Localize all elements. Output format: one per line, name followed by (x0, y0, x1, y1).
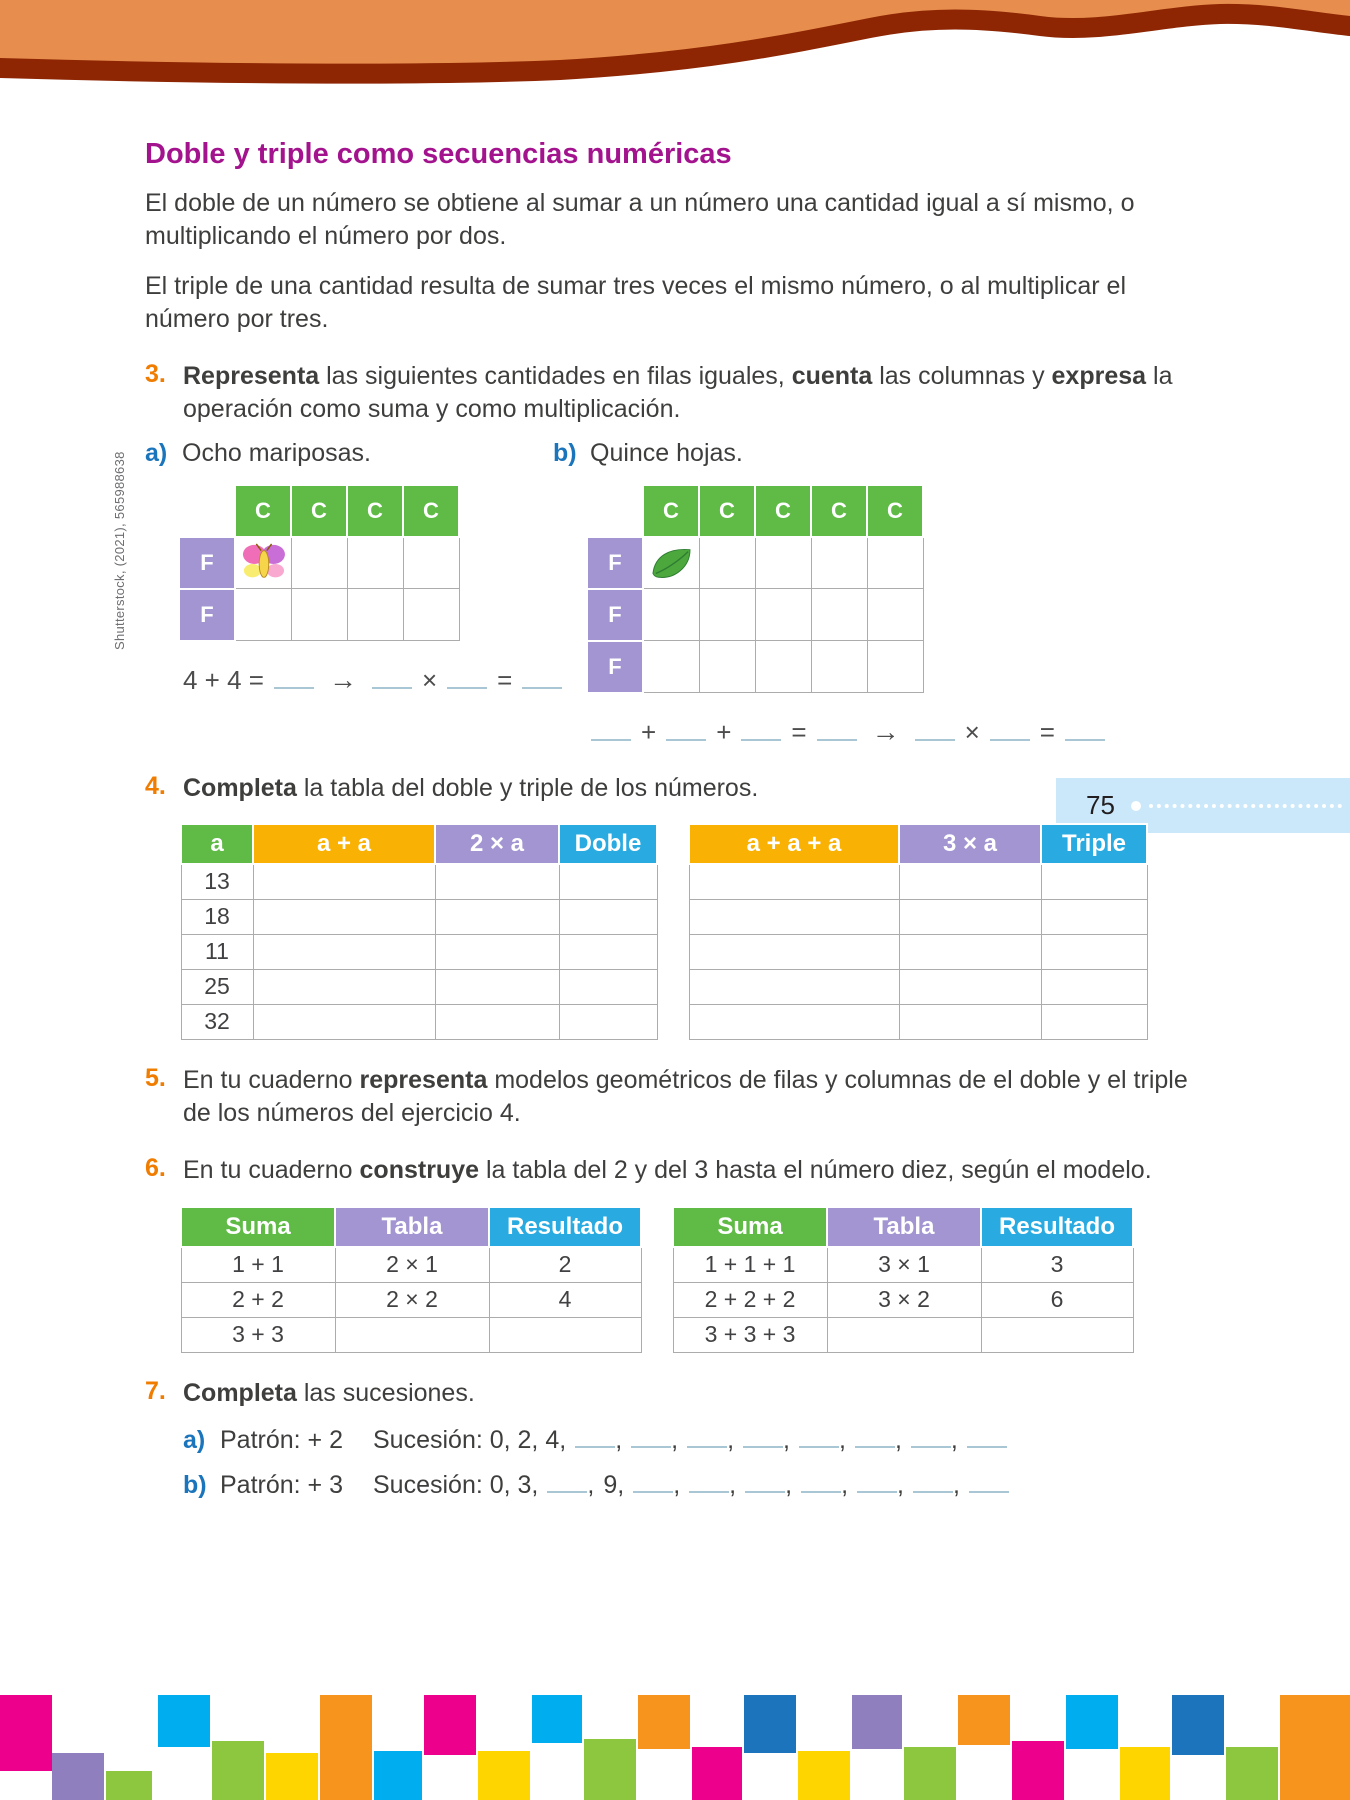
footer-block (852, 1695, 902, 1749)
grid-butterflies (178, 484, 460, 642)
equation-b (586, 716, 1215, 748)
value-cell: 3 + 3 + 3 (673, 1317, 827, 1352)
grid-cell[interactable] (867, 641, 923, 693)
sequence-a-prefix: Sucesión: 0, 2, 4, (373, 1425, 567, 1454)
sequence-a-pattern: Patrón: + 2 (220, 1425, 343, 1454)
footer-block (266, 1753, 318, 1800)
answer-blank[interactable] (372, 669, 412, 689)
value-cell: 32 (181, 1004, 253, 1039)
col-header-2xa: 2 × a (435, 824, 559, 864)
col-header-suma: Suma (673, 1207, 827, 1247)
times-sign: × (421, 664, 438, 695)
sequence-blank[interactable] (799, 1426, 846, 1454)
answer-blank[interactable] (666, 721, 706, 741)
butterfly-icon (240, 542, 286, 584)
answer-cell[interactable] (1041, 864, 1147, 900)
footer-block (1012, 1741, 1064, 1800)
answer-cell[interactable] (899, 969, 1041, 1004)
footer-block (638, 1695, 690, 1749)
col-header-a-plus-a-plus-a: a + a + a (689, 824, 899, 864)
column-header-cell: C (235, 485, 291, 537)
sequence-blank[interactable] (857, 1471, 904, 1499)
exercise-4-tables (180, 823, 1215, 1040)
grid-cell[interactable] (811, 589, 867, 641)
answer-blank[interactable] (915, 721, 955, 741)
footer-block (424, 1695, 476, 1755)
triple-table (688, 823, 1148, 1040)
exercise-3-text (183, 360, 1215, 427)
col-header-resultado: Resultado (489, 1207, 641, 1247)
answer-cell[interactable] (559, 899, 657, 934)
value-cell: 3 × 2 (827, 1282, 981, 1317)
footer-block (1280, 1695, 1350, 1800)
exercise-3-items (145, 439, 1215, 748)
item-a-text: Ocho mariposas. (182, 438, 371, 467)
sequence-b-pattern: Patrón: + 3 (220, 1470, 343, 1499)
exercise-4-text (183, 772, 1215, 805)
exercise-6-number: 6. (145, 1154, 166, 1183)
footer-block (744, 1695, 796, 1753)
answer-cell[interactable] (1041, 934, 1147, 969)
equation-a-sum: 4 + 4 = (183, 664, 264, 695)
value-cell: 2 + 2 + 2 (673, 1282, 827, 1317)
sequence-blank[interactable] (855, 1426, 902, 1454)
value-cell: 11 (181, 934, 253, 969)
col-header-suma: Suma (181, 1207, 335, 1247)
answer-cell[interactable] (435, 934, 559, 969)
exercise-6-seg2: la tabla del 2 y del 3 hasta el número diez, según el modelo. (479, 1156, 1152, 1185)
answer-cell[interactable] (559, 969, 657, 1004)
sequence-blank[interactable] (547, 1471, 594, 1499)
answer-cell[interactable] (899, 899, 1041, 934)
answer-blank[interactable] (990, 721, 1030, 741)
answer-blank[interactable] (817, 721, 857, 741)
grid-corner (587, 485, 643, 537)
sequence-blank[interactable] (967, 1426, 1007, 1454)
grid-cell[interactable] (643, 641, 699, 693)
answer-cell[interactable] (559, 1004, 657, 1039)
item-b-column (553, 439, 1215, 748)
footer-block (106, 1771, 152, 1800)
grid-cell[interactable] (291, 589, 347, 641)
exercise-3-number: 3. (145, 360, 166, 388)
answer-cell[interactable] (899, 934, 1041, 969)
header-wave-graphic (0, 0, 1350, 112)
answer-cell[interactable] (335, 1317, 489, 1352)
col-header-a: a (181, 824, 253, 864)
answer-blank[interactable] (741, 721, 781, 741)
equals-sign: = (497, 664, 513, 695)
footer-block (1226, 1747, 1278, 1800)
photo-credit: Shutterstock, (2021), 565988638 (112, 451, 127, 650)
times-sign: × (964, 716, 980, 747)
grid-cell[interactable] (755, 641, 811, 693)
sequence-b (183, 1471, 1215, 1500)
item-a-letter: a) (145, 438, 168, 467)
answer-cell[interactable] (689, 899, 899, 934)
header-wave (0, 0, 1350, 112)
exercise-4-number: 4. (145, 771, 166, 800)
answer-cell[interactable] (435, 1004, 559, 1039)
value-cell: 3 + 3 (181, 1317, 335, 1352)
plus-sign: + (641, 716, 657, 747)
item-b-text: Quince hojas. (590, 438, 743, 467)
grid-cell[interactable] (811, 641, 867, 693)
equals-sign: = (791, 716, 807, 747)
grid-cell[interactable] (347, 589, 403, 641)
sequence-blank[interactable] (631, 1426, 678, 1454)
decorative-footer (0, 1695, 1350, 1800)
row-header-cell: F (179, 537, 235, 589)
footer-block (374, 1751, 422, 1800)
sequence-blank[interactable] (633, 1471, 680, 1499)
table-of-2 (180, 1206, 642, 1353)
arrow-right-icon: → (871, 715, 900, 747)
row-header-cell: F (587, 589, 643, 641)
value-cell: 13 (181, 864, 253, 900)
col-header-resultado: Resultado (981, 1207, 1133, 1247)
grid-cell[interactable] (643, 589, 699, 641)
answer-blank[interactable] (274, 669, 314, 689)
col-header-a-plus-a: a + a (253, 824, 435, 864)
sequence-a (183, 1426, 1215, 1455)
grid-cell[interactable] (347, 537, 403, 589)
column-header-cell: C (811, 485, 867, 537)
exercise-4-verb: Completa (183, 773, 297, 802)
exercise-6 (145, 1154, 1215, 1187)
value-cell: 1 + 1 + 1 (673, 1247, 827, 1283)
footer-block (584, 1739, 636, 1800)
item-a-column (145, 439, 553, 748)
footer-block (52, 1753, 104, 1800)
page-title: Doble y triple como secuencias numéricas (145, 138, 732, 170)
exercise-5-text (183, 1064, 1215, 1131)
exercise-7-items (145, 1426, 1215, 1500)
footer-block (478, 1751, 530, 1800)
col-header-3xa: 3 × a (899, 824, 1041, 864)
answer-cell[interactable] (1041, 969, 1147, 1004)
answer-cell[interactable] (489, 1317, 641, 1352)
exercise-3-verb: Representa (183, 362, 320, 390)
double-table (180, 823, 658, 1040)
answer-cell[interactable] (899, 1004, 1041, 1039)
answer-blank[interactable] (447, 669, 487, 689)
answer-cell[interactable] (689, 864, 899, 900)
intro-paragraph-triple: El triple de una cantidad resulta de sumar tres veces el mismo número, o al multiplicar el número por tres. (145, 271, 1126, 333)
grid-cell-leaf (643, 537, 699, 589)
value-cell: 2 × 2 (335, 1282, 489, 1317)
sequence-b-prefix: Sucesión: 0, 3, (373, 1470, 539, 1499)
exercise-3-verb3: expresa (1051, 362, 1147, 390)
exercise-3-seg2: las columnas y (872, 362, 1052, 390)
value-cell: 4 (489, 1282, 641, 1317)
column-header-cell: C (643, 485, 699, 537)
answer-cell[interactable] (689, 934, 899, 969)
value-cell: 25 (181, 969, 253, 1004)
col-header-triple: Triple (1041, 824, 1147, 864)
answer-cell[interactable] (981, 1317, 1133, 1352)
exercise-5-seg: En tu cuaderno (183, 1065, 360, 1094)
footer-block (798, 1751, 850, 1800)
col-header-doble: Doble (559, 824, 657, 864)
row-header-cell: F (587, 537, 643, 589)
exercise-7-seg: las sucesiones. (296, 1378, 475, 1407)
exercise-5-number: 5. (145, 1063, 166, 1092)
answer-cell[interactable] (689, 969, 899, 1004)
col-header-tabla: Tabla (335, 1207, 489, 1247)
equation-a (178, 664, 553, 696)
row-header-cell: F (179, 589, 235, 641)
exercise-7-number: 7. (145, 1376, 166, 1405)
column-header-cell: C (699, 485, 755, 537)
column-header-cell: C (755, 485, 811, 537)
leaf-icon (648, 544, 694, 582)
footer-block (532, 1695, 582, 1743)
footer-block (320, 1695, 372, 1800)
value-cell: 3 × 1 (827, 1247, 981, 1283)
grid-cell[interactable] (403, 589, 459, 641)
exercise-7 (145, 1377, 1215, 1410)
sequence-blank[interactable] (969, 1471, 1009, 1499)
answer-cell[interactable] (253, 934, 435, 969)
exercise-6-seg: En tu cuaderno (183, 1156, 360, 1185)
exercise-3 (145, 360, 1215, 427)
footer-block (158, 1695, 210, 1747)
exercise-3-seg: las siguientes cantidades en filas iguales, (319, 362, 792, 390)
exercise-7-verb: Completa (183, 1378, 297, 1407)
exercise-4 (145, 772, 1215, 805)
footer-block (1172, 1695, 1224, 1755)
value-cell: 3 (981, 1247, 1133, 1283)
footer-block (1120, 1747, 1170, 1800)
exercise-3-seg3: la operación como suma y como multiplicación. (183, 362, 1173, 424)
answer-cell[interactable] (559, 934, 657, 969)
answer-cell[interactable] (253, 969, 435, 1004)
equals-sign: = (1039, 716, 1055, 747)
exercise-5-seg2: modelos geométricos de filas y columnas de el doble y el triple de los números del ejercicio 4. (183, 1065, 1188, 1127)
sequence-b-given: 9, (603, 1470, 625, 1499)
sequence-blank[interactable] (575, 1426, 622, 1454)
value-cell: 2 (489, 1247, 641, 1283)
footer-block (958, 1695, 1010, 1745)
column-header-cell: C (867, 485, 923, 537)
answer-cell[interactable] (689, 1004, 899, 1039)
grid-cell[interactable] (235, 589, 291, 641)
answer-cell[interactable] (253, 864, 435, 900)
arrow-right-icon: → (328, 663, 357, 695)
grid-cell[interactable] (699, 589, 755, 641)
grid-cell[interactable] (699, 641, 755, 693)
footer-block (212, 1741, 264, 1800)
footer-block (0, 1695, 52, 1771)
exercise-3-verb2: cuenta (791, 362, 873, 390)
item-b-label-row (553, 439, 1215, 468)
value-cell: 18 (181, 899, 253, 934)
sequence-blank[interactable] (745, 1471, 792, 1499)
answer-cell[interactable] (899, 864, 1041, 900)
exercise-5 (145, 1064, 1215, 1131)
item-a-label-row (145, 439, 553, 468)
value-cell: 2 × 1 (335, 1247, 489, 1283)
grid-leaves (586, 484, 924, 694)
sequence-blank[interactable] (801, 1471, 848, 1499)
sequence-a-letter: a) (183, 1425, 206, 1454)
exercise-5-verb: representa (359, 1065, 488, 1094)
item-b-letter: b) (553, 438, 577, 467)
sequence-blank[interactable] (687, 1426, 734, 1454)
page-content (0, 108, 1350, 1500)
sequence-blank[interactable] (689, 1471, 736, 1499)
answer-cell[interactable] (435, 969, 559, 1004)
value-cell: 6 (981, 1282, 1133, 1317)
answer-cell[interactable] (435, 864, 559, 900)
grid-cell[interactable] (403, 537, 459, 589)
sequence-b-letter: b) (183, 1470, 207, 1499)
footer-block (1066, 1695, 1118, 1749)
answer-cell[interactable] (1041, 1004, 1147, 1039)
answer-cell[interactable] (253, 899, 435, 934)
answer-blank[interactable] (1065, 721, 1105, 741)
column-header-cell: C (403, 485, 459, 537)
exercise-6-text (183, 1154, 1215, 1187)
value-cell: 2 + 2 (181, 1282, 335, 1317)
page-number: 75 (1086, 790, 1115, 820)
grid-cell[interactable] (755, 589, 811, 641)
exercise-7-text (183, 1377, 1215, 1410)
sequence-blank[interactable] (913, 1471, 960, 1499)
answer-cell[interactable] (827, 1317, 981, 1352)
intro-paragraph-double: El doble de un número se obtiene al sumar a un número una cantidad igual a sí mismo, o multiplicando el número por dos. (145, 189, 1135, 251)
grid-cell[interactable] (811, 537, 867, 589)
exercise-6-verb: construye (359, 1156, 479, 1185)
exercise-6-tables (180, 1206, 1215, 1353)
grid-corner (179, 485, 235, 537)
col-header-tabla: Tabla (827, 1207, 981, 1247)
grid-cell[interactable] (867, 589, 923, 641)
row-header-cell: F (587, 641, 643, 693)
answer-blank[interactable] (591, 721, 631, 741)
grid-cell[interactable] (867, 537, 923, 589)
sequence-blank[interactable] (911, 1426, 958, 1454)
answer-cell[interactable] (1041, 899, 1147, 934)
footer-block (692, 1747, 742, 1800)
answer-cell[interactable] (253, 1004, 435, 1039)
answer-cell[interactable] (435, 899, 559, 934)
footer-block (904, 1747, 956, 1800)
grid-cell[interactable] (755, 537, 811, 589)
answer-cell[interactable] (559, 864, 657, 900)
value-cell: 1 + 1 (181, 1247, 335, 1283)
grid-cell-butterfly (235, 537, 291, 589)
table-of-3 (672, 1206, 1134, 1353)
column-header-cell: C (291, 485, 347, 537)
exercise-4-seg: la tabla del doble y triple de los números. (296, 773, 759, 802)
grid-cell[interactable] (699, 537, 755, 589)
column-header-cell: C (347, 485, 403, 537)
plus-sign: + (716, 716, 732, 747)
sequence-blank[interactable] (743, 1426, 790, 1454)
grid-cell[interactable] (291, 537, 347, 589)
